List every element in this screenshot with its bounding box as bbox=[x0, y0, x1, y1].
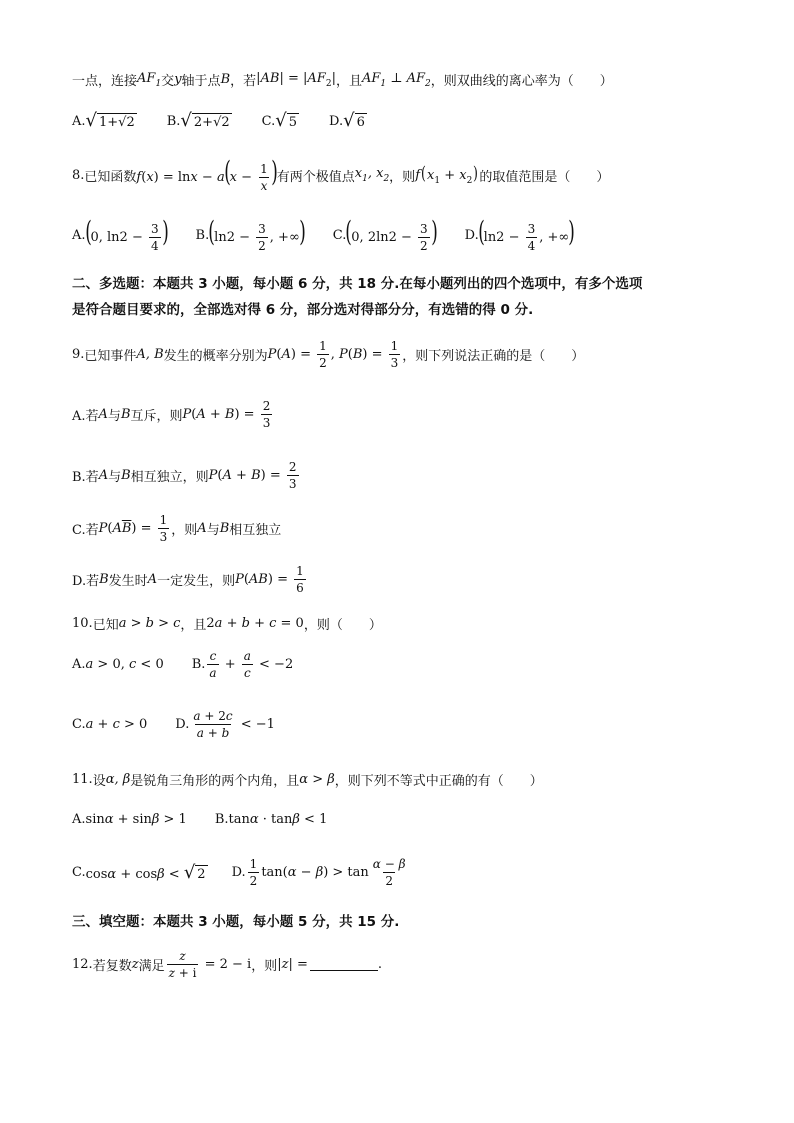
q10-options-cd: C. a + c > 0 D. $\frac{a + 2c}{a + b}$ < −1 bbox=[72, 709, 275, 740]
q8-options: A. (0, ln2 − $\frac{3}{4}$ ) B. (ln2 − $\frac{3}{2}$ , +∞) C. (0, 2ln2 − $\frac{3}{2}$ ) D. (ln2 − $\frac{3}{4}$ , +∞) bbox=[72, 215, 576, 253]
q9-option-d: D.若 B 发生时 A 一定发生，则 P(AB) = $\frac{1}{6}$ bbox=[72, 564, 304, 595]
q11-stem: 11. 设 α, β 是锐角三角形的两个内角，且 α > β ，则下列不等式中正确的有（ ） bbox=[72, 772, 543, 789]
q10-stem: 10. 已知 a > b > c ，且 2a + b + c = 0 ，则（ ） bbox=[72, 616, 382, 633]
q11-options-ab: A. sinα + sinβ > 1 B. tanα · tanβ < 1 bbox=[72, 812, 328, 827]
af1-symbol: $AF_1$ bbox=[137, 70, 162, 89]
section-3-heading: 三、填空题：本题共 3 小题，每小题 5 分，共 15 分. bbox=[72, 914, 400, 930]
q12-stem: 12. 若复数 z 满足 $\frac{z}{z + i}$ = 2 − i ，则 |z| = . bbox=[72, 949, 382, 980]
q9-option-b: B.若 A 与 B 相互独立，则 P(A + B) = $\frac{2}{3}$ bbox=[72, 460, 297, 491]
q8-stem: 8. 已知函数 f(x) = lnx − a(x − $\frac{1}{x}$ ) 有两个极值点 $x_1$, $x_2$ ，则 $f(x_1 + x_2)$ 的取值范围是（ ） bbox=[72, 155, 610, 193]
q7-options: A. √ 1+√2 B. √ 2+√2 C. √ 5 D. √ 6 bbox=[72, 110, 365, 131]
q9-stem: 9. 已知事件 A, B 发生的概率分别为 P(A) = $\frac{1}{2}$ , P(B) = $\frac{1}{3}$ ，则下列说法正确的是（ ） bbox=[72, 339, 585, 370]
q8-function: f(x) = lnx − a(x − $\frac{1}{x}$ ) bbox=[136, 155, 278, 193]
sqrt-icon: √ 2+√2 bbox=[180, 110, 230, 131]
q11-options-cd: C. cosα + cosβ < √ 2 D. $\frac{1}{2}$ tan(α − β) > tan $\frac{\alpha - \beta}{2}$ bbox=[72, 857, 406, 888]
sqrt-icon: √ 6 bbox=[343, 110, 365, 131]
abs-condition: $|AB| = |AF_2|$ bbox=[256, 70, 336, 89]
sqrt-icon: √ 1+√2 bbox=[85, 110, 135, 131]
sqrt-icon: √ 5 bbox=[275, 110, 298, 131]
perp-condition: $AF_1$ ⊥ $AF_2$ bbox=[361, 70, 431, 89]
q10-options-ab: A. a > 0, c < 0 B. $\frac{c}{a}$ + $\frac{a}{c}$ < −2 bbox=[72, 649, 294, 680]
section-2-heading: 二、多选题：本题共 3 小题，每小题 6 分，共 18 分.在每小题列出的四个选项中，有多个选项 bbox=[72, 276, 643, 292]
section-2-instructions: 是符合题目要求的，全部选对得 6 分，部分选对得部分分，有选错的得 0 分. bbox=[72, 302, 534, 318]
answer-blank[interactable] bbox=[310, 958, 378, 971]
q9-option-a: A.若 A 与 B 互斥，则 P(A + B) = $\frac{2}{3}$ bbox=[72, 399, 271, 430]
q7-stem: 一点，连接 $AF_1$ 交 y 轴于点 B ，若 $|AB| = |AF_2|$ ，且 $AF_1$ ⊥ $AF_2$ ，则双曲线的离心率为（ ） bbox=[72, 70, 613, 89]
q9-option-c: C.若 $P(A\overline{B})$ = $\frac{1}{3}$ ，则 A 与 B 相互独立 bbox=[72, 513, 282, 544]
